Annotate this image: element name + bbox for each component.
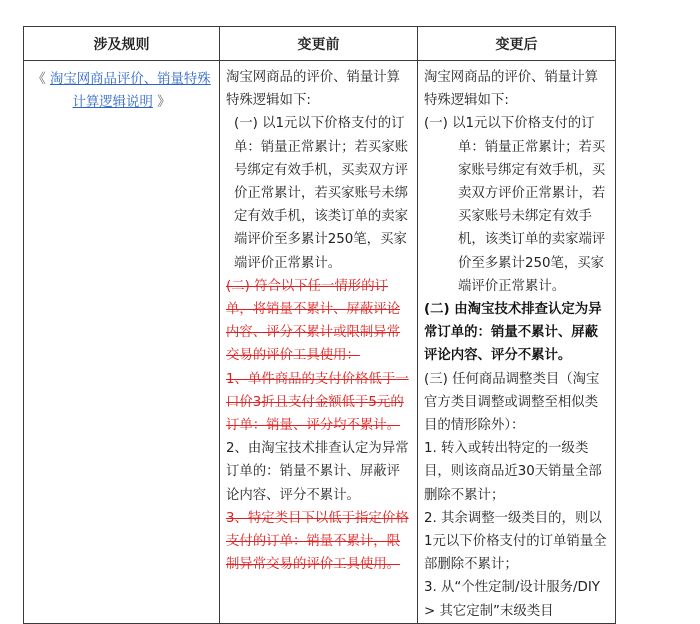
table-row xyxy=(24,61,616,624)
before-struck-item-1: 1、单件商品的支付价格低于一口价3折且支付金额低于5元的订单：销量、评分均不累计。 xyxy=(226,371,409,434)
right-bracket: 》 xyxy=(157,95,171,111)
after-sub-3: 3. 从“个性定制/设计服务/DIY > 其它定制”末级类目 xyxy=(424,580,600,619)
after-item-1-text: 以1元以下价格支付的订单：销量正常累计；若买家账号绑定有效手机，买卖双方评价正常累计，若买家账号未绑定有效手机，该类订单的卖家端评价至多累计250笔，买家端评价正常累计。 xyxy=(452,116,606,294)
after-sub-2: 2. 其余调整一级类目的，则以1元以下价格支付的订单销量全部删除不累计； xyxy=(424,510,607,573)
header-rule: 涉及规则 xyxy=(24,27,220,61)
left-bracket: 《 xyxy=(32,72,46,87)
before-item-1: (一) 以1元以下价格支付的订单：销量正常累计；若买家账号绑定有效手机，买卖双方评价正常累计，若买家账号未绑定有效手机，该类订单的卖家端评价至多累计250笔，买家端评价正常累计。 xyxy=(234,116,409,271)
header-before: 变更前 xyxy=(220,27,418,61)
after-item-1-prefix: (一) xyxy=(424,116,448,132)
before-item-2: 2、由淘宝技术排查认定为异常订单的：销量不累计、屏蔽评论内容、评分不累计。 xyxy=(226,441,409,503)
before-cell xyxy=(220,61,418,624)
rules-change-table xyxy=(23,26,616,624)
after-item-1 xyxy=(424,112,610,298)
after-cell xyxy=(418,61,616,624)
after-intro: 淘宝网商品的评价、销量计算特殊逻辑如下: xyxy=(424,70,599,109)
header-after: 变更后 xyxy=(418,27,616,61)
after-item-2: (二) 由淘宝技术排查认定为异常订单的：销量不累计、屏蔽评论内容、评分不累计。 xyxy=(424,302,602,364)
rule-cell xyxy=(24,61,220,624)
before-struck-item-3: 3、特定类目下以低于指定价格支付的订单：销量不累计，限制异常交易的评价工具使用。 xyxy=(226,510,409,573)
table-header-row xyxy=(24,27,616,61)
before-struck-clause-2: (二) 符合以下任一情形的订单，将销量不累计、屏蔽评论内容、评分不累计或限制异常交易的评价工具使用： xyxy=(226,278,401,364)
rule-link[interactable]: 淘宝网商品评价、销量特殊计算逻辑说明 xyxy=(49,72,211,111)
after-sub-1: 1. 转入或转出特定的一级类目，则该商品近30天销量全部删除不累计； xyxy=(424,441,602,503)
after-item-3: (三) 任何商品调整类目（淘宝官方类目调整或调整至相似类目的情形除外）： xyxy=(424,371,600,434)
before-intro: 淘宝网商品的评价、销量计算特殊逻辑如下: xyxy=(226,70,401,109)
